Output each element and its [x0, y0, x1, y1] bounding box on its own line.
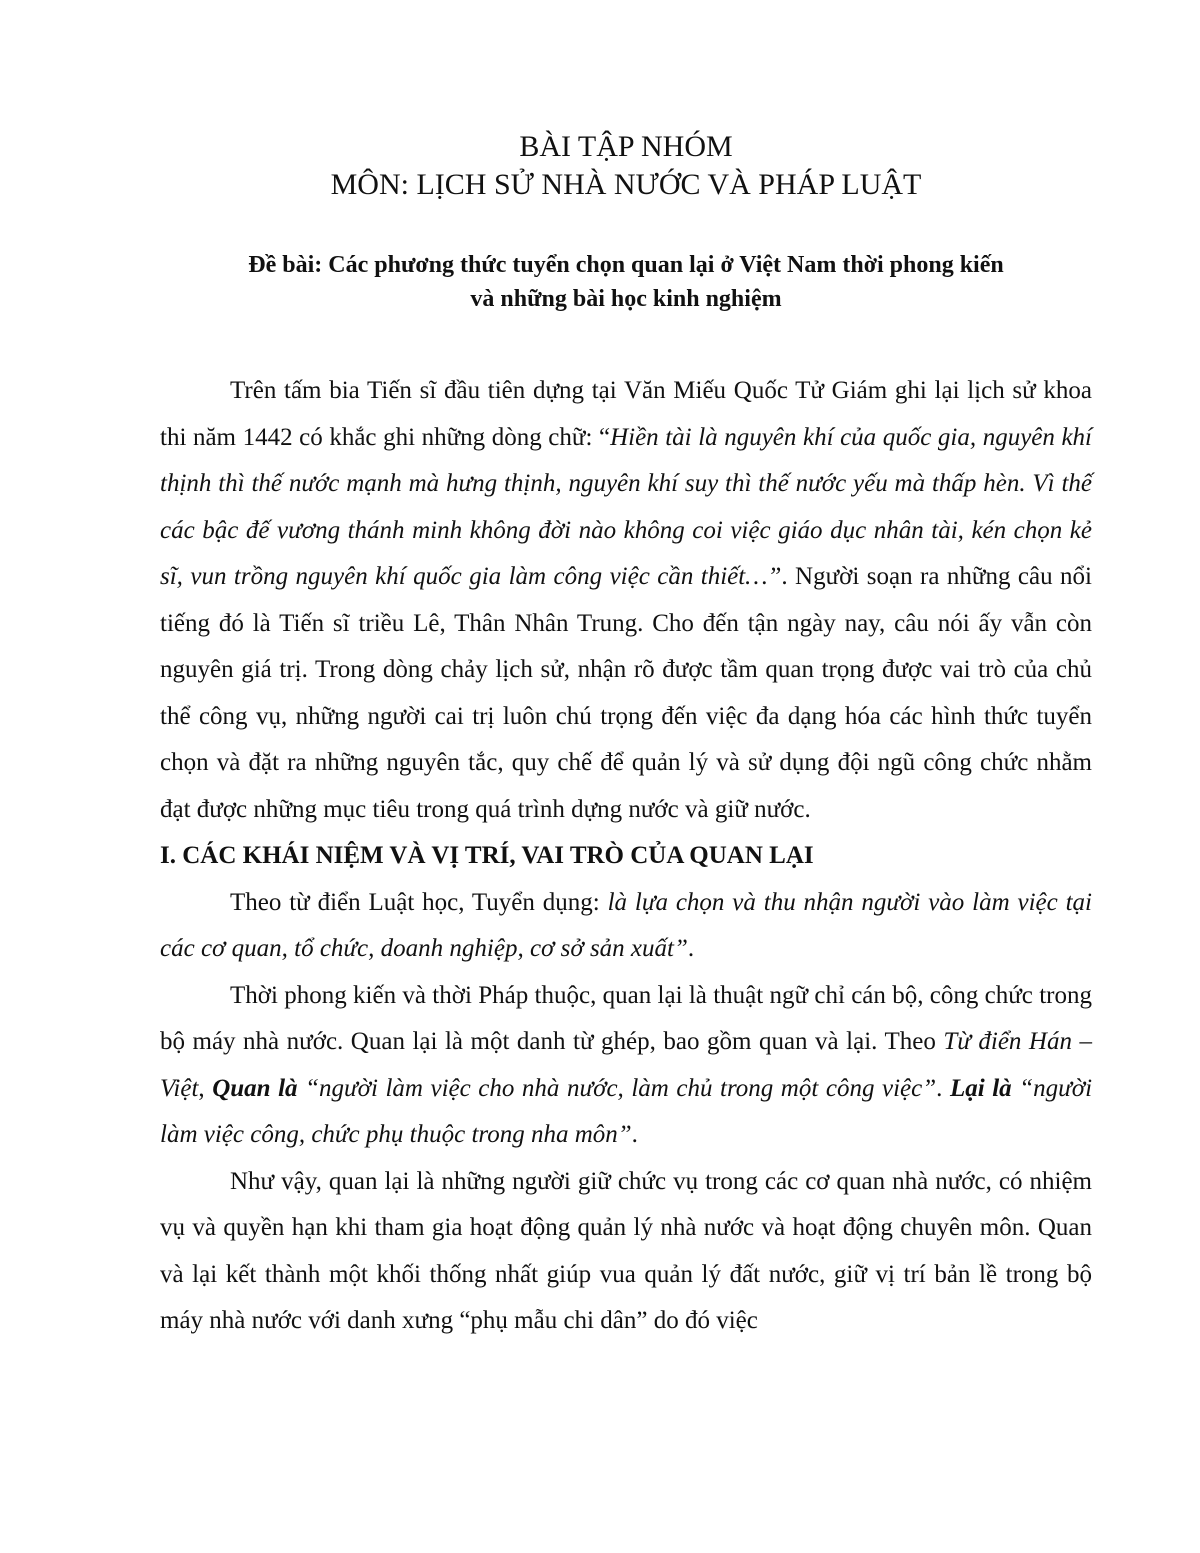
intro-text-2: . Người soạn ra những câu nổi tiếng đó là Tiến sĩ triều Lê, Thân Nhân Trung. Cho đến tận ngày nay, câu nói ấy vẫn còn nguyên giá trị. Trong dòng chảy lịch sử, nhận rõ được tầm quan trọng được vai trò của chủ thể công vụ, những người cai trị luôn chú trọng đến việc đa dạng hóa các hình thức tuyển chọn và đặt ra những nguyên tắc, quy chế để quản lý và sử dụng đội ngũ công chức nhằm đạt được những mục tiêu trong quá trình dựng nước và giữ nước.: [160, 563, 1092, 823]
title-line-2: MÔN: LỊCH SỬ NHÀ NƯỚC VÀ PHÁP LUẬT: [330, 168, 922, 201]
definition-paragraph: [160, 880, 1092, 973]
quan-term: Quan là: [212, 1074, 298, 1102]
officials-paragraph: [160, 973, 1092, 1159]
dictionary-name: Từ điển Hán – Việt: [160, 1028, 1092, 1102]
intro-paragraph: [160, 368, 1092, 833]
definition-end: .: [687, 935, 695, 962]
document-page: [160, 128, 1092, 1345]
officials-end: .: [631, 1121, 638, 1148]
definition-italic: là lựa chọn và thu nhận người vào làm việc tại các cơ quan, tổ chức, doanh nghiệp, cơ sở sản xuất”: [160, 888, 1093, 962]
topic-line-2: và những bài học kinh nghiệm: [470, 286, 782, 312]
definition-text: Theo từ điển Luật học, Tuyển dụng:: [230, 888, 608, 916]
document-title: [160, 128, 1092, 204]
lai-definition: “người làm việc công, chức phụ thuộc trong nha môn”: [160, 1074, 1093, 1148]
officials-comma: ,: [198, 1074, 213, 1102]
officials-dot: .: [936, 1074, 950, 1102]
intro-text-1: Trên tấm bia Tiến sĩ đầu tiên dựng tại Văn Miếu Quốc Tử Giám ghi lại lịch sử khoa thi năm 1442 có khắc ghi những dòng chữ: “: [160, 377, 1092, 451]
role-paragraph: Như vậy, quan lại là những người giữ chức vụ trong các cơ quan nhà nước, có nhiệm vụ và quyền hạn khi tham gia hoạt động quản lý nhà nước và hoạt động chuyên môn. Quan và lại kết thành một khối thống nhất giúp vua quản lý đất nước, giữ vị trí bản lề trong bộ máy nhà nước với danh xưng “phụ mẫu chi dân” do đó việc: [160, 1167, 1092, 1334]
lai-term: Lại là: [949, 1074, 1012, 1102]
assignment-topic: [160, 248, 1092, 316]
officials-text: Thời phong kiến và thời Pháp thuộc, quan lại là thuật ngữ chỉ cán bộ, công chức trong bộ máy nhà nước. Quan lại là một danh từ ghép, bao gồm quan và lại. Theo: [160, 981, 1092, 1055]
title-line-1: BÀI TẬP NHÓM: [519, 130, 733, 163]
intro-quote: Hiền tài là nguyên khí của quốc gia, nguyên khí thịnh thì thế nước mạnh mà hưng thịnh, nguyên khí suy thì thế nước yếu mà thấp hèn. Vì thế các bậc đế vương thánh minh không đời nào không coi việc giáo dục nhân tài, kén chọn kẻ sĩ, vun trồng nguyên khí quốc gia làm công việc cần thiết…”: [160, 423, 1093, 590]
topic-line-1: Đề bài: Các phương thức tuyển chọn quan lại ở Việt Nam thời phong kiến: [248, 252, 1004, 278]
quan-definition: “người làm việc cho nhà nước, làm chủ trong một công việc”: [297, 1074, 937, 1102]
section-heading: I. CÁC KHÁI NIỆM VÀ VỊ TRÍ, VAI TRÒ CỦA QUAN LẠI: [160, 842, 814, 869]
